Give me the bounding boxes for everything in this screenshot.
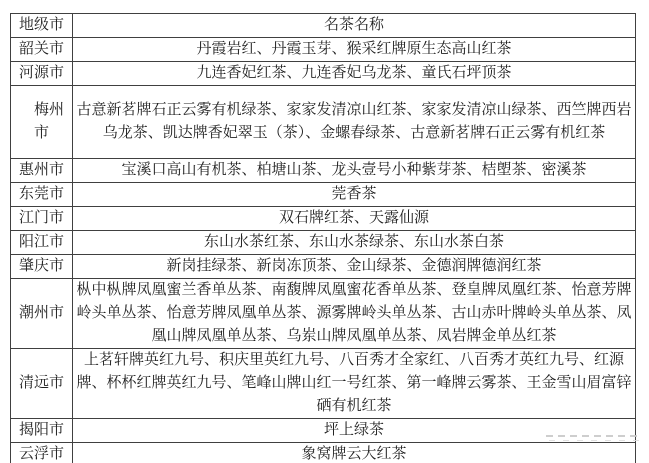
city-cell: 阳江市 — [11, 231, 73, 255]
tea-cell: 上茗轩牌英红九号、积庆里英红九号、八百秀才全家红、八百秀才英红九号、红源牌、杯杯红牌英红九号、笔峰山牌山红一号红茶、第一峰牌云雾茶、王金雪山眉富锌硒有机红茶 — [73, 349, 636, 419]
tea-cell: 坪上绿茶 — [73, 419, 636, 443]
city-cell: 河源市 — [11, 62, 73, 86]
city-cell: 江门市 — [11, 207, 73, 231]
header-tea-name: 名茶名称 — [73, 14, 636, 38]
tea-cell: 象窝牌云大红茶 — [73, 443, 636, 463]
table-row — [11, 38, 636, 62]
city-cell: 潮州市 — [11, 279, 73, 349]
city-cell: 肇庆市 — [11, 255, 73, 279]
city-cell: 韶关市 — [11, 38, 73, 62]
table-row — [11, 419, 636, 443]
table-row — [11, 231, 636, 255]
tea-cell: 古意新茗牌石正云雾有机绿茶、家家发清凉山红茶、家家发清凉山绿茶、西竺牌西岩乌龙茶、凯达牌香妃翠玉（茶）、金螺春绿茶、古意新茗牌石正云雾有机红茶 — [73, 86, 636, 159]
tea-table — [10, 13, 636, 463]
tea-cell: 东山水茶红茶、东山水茶绿茶、东山水茶白茶 — [73, 231, 636, 255]
city-cell: 梅州市 — [11, 86, 73, 159]
table-row — [11, 443, 636, 463]
city-cell: 云浮市 — [11, 443, 73, 463]
city-cell: 东莞市 — [11, 183, 73, 207]
city-cell: 清远市 — [11, 349, 73, 419]
table-header-row — [11, 14, 636, 38]
table-row — [11, 279, 636, 349]
header-city: 地级市 — [11, 14, 73, 38]
tea-cell: 双石牌红茶、天露仙源 — [73, 207, 636, 231]
table-row — [11, 255, 636, 279]
tea-cell: 九连香妃红茶、九连香妃乌龙茶、童氏石坪顶茶 — [73, 62, 636, 86]
table-row — [11, 207, 636, 231]
tea-cell: 丹霞岩红、丹霞玉芽、猴采红牌原生态高山红茶 — [73, 38, 636, 62]
city-cell: 揭阳市 — [11, 419, 73, 443]
table-row — [11, 86, 636, 159]
table-row — [11, 349, 636, 419]
table-row — [11, 183, 636, 207]
tea-table-body — [11, 38, 636, 463]
table-row — [11, 159, 636, 183]
tea-cell: 宝溪口高山有机茶、柏塘山茶、龙头壹号小种紫芽茶、桔塱茶、密溪茶 — [73, 159, 636, 183]
tea-cell: 莞香茶 — [73, 183, 636, 207]
tea-cell: 枞中枞牌凤凰蜜兰香单丛茶、南馥牌凤凰蜜花香单丛茶、登皇牌凤凰红茶、怡意芳牌岭头单丛茶、怡意芳牌凤凰单丛茶、源雾牌岭头单丛茶、古山赤叶牌岭头单丛茶、凤凰山牌凤凰单丛茶、乌岽山牌凤凰单丛茶、凤岩牌金单丛红茶 — [73, 279, 636, 349]
tea-cell: 新岗挂绿茶、新岗冻顶茶、金山绿茶、金德润牌德润红茶 — [73, 255, 636, 279]
table-row — [11, 62, 636, 86]
city-cell: 惠州市 — [11, 159, 73, 183]
